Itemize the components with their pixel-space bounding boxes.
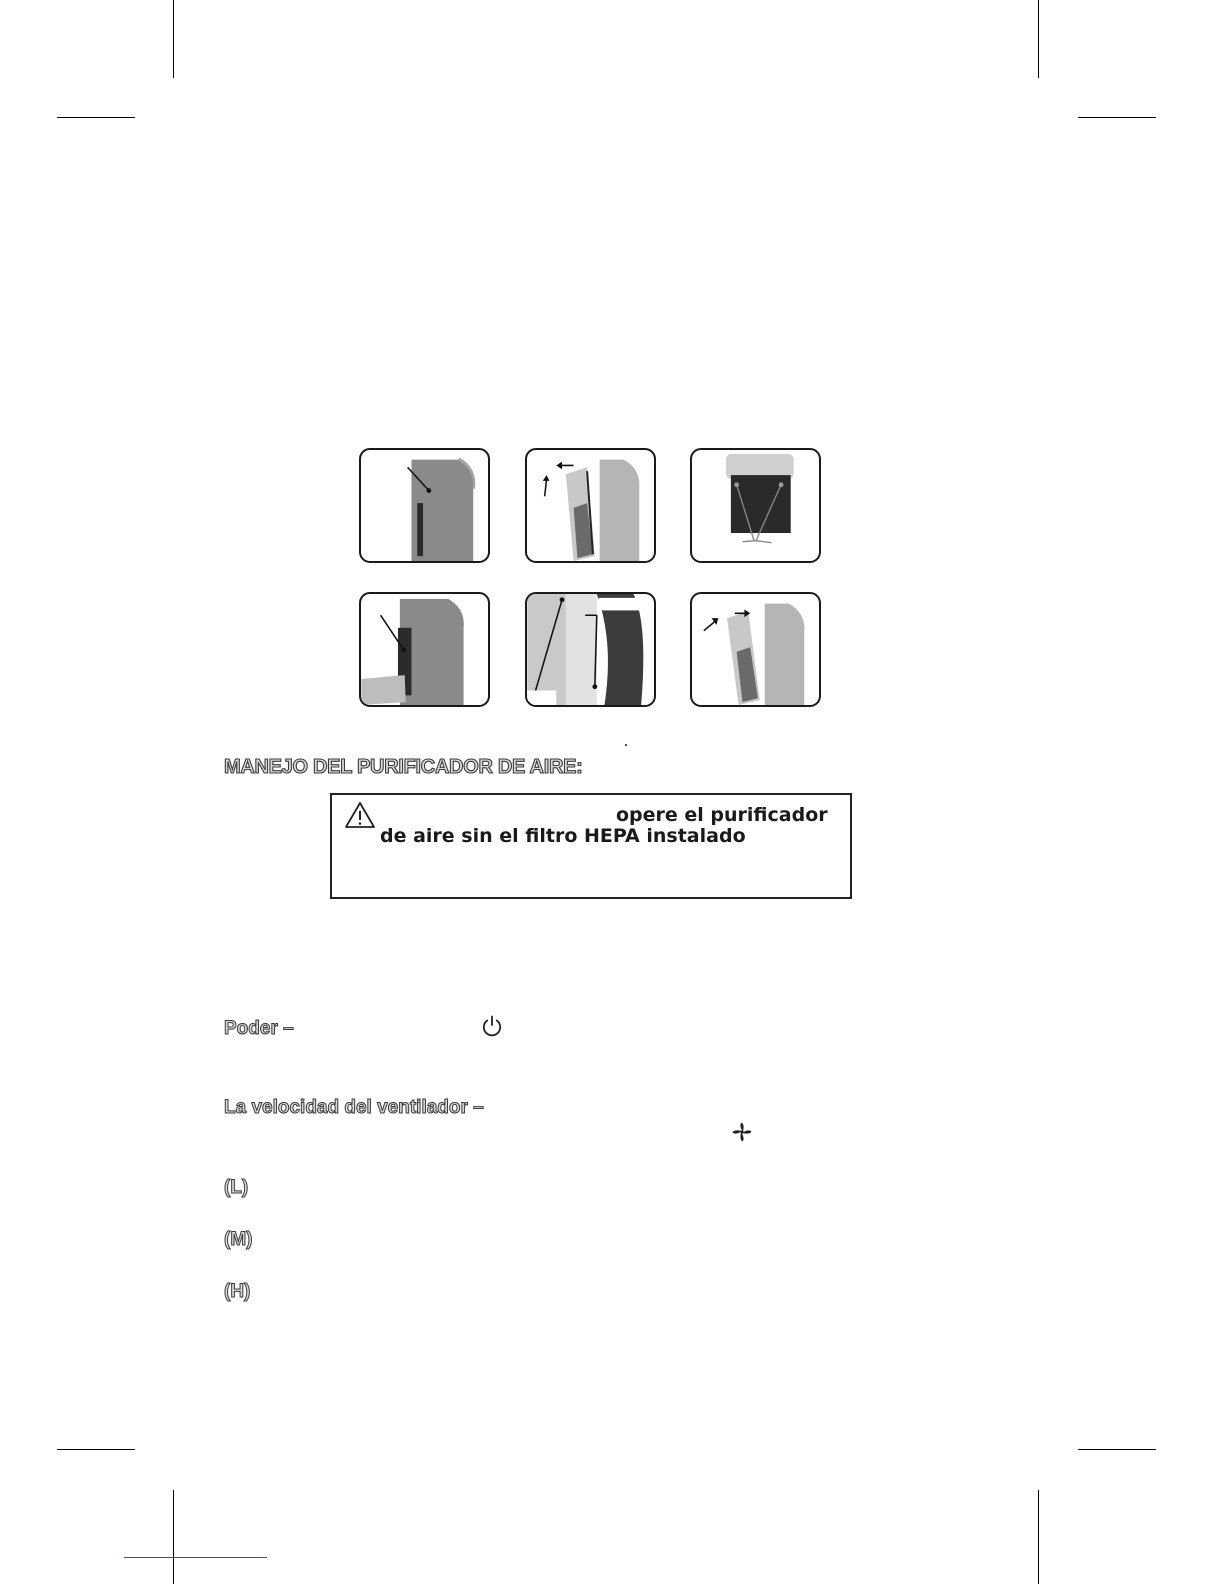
speed-medium-label: (M): [224, 1229, 253, 1250]
crop-mark-bottom-right: [1038, 1490, 1039, 1584]
section-title: MANEJO DEL PURIFICADOR DE AIRE:: [224, 756, 583, 778]
crop-mark-top-right-h: [1078, 117, 1156, 118]
crop-mark-top-left: [173, 0, 174, 78]
speed-high-label: (H): [224, 1281, 251, 1302]
crop-mark-bottom-left-h: [57, 1449, 135, 1450]
filter-step-2-image: [525, 448, 656, 563]
warning-text-line-1: opere el purificador: [616, 804, 828, 826]
crop-mark-top-left-h: [57, 117, 135, 118]
speed-low-label: (L): [224, 1177, 249, 1198]
filter-step-6-image: [690, 592, 821, 707]
filter-step-5-image: [525, 592, 656, 707]
crop-mark-top-right: [1038, 0, 1039, 78]
warning-text-line-2: de aire sin el filtro HEPA instalado: [380, 825, 746, 847]
power-icon: [481, 1014, 503, 1038]
crop-mark-bottom-right-h: [1078, 1449, 1156, 1450]
filter-step-1-image: [359, 448, 490, 563]
filter-step-4-image: [359, 592, 490, 707]
warning-triangle-icon: [344, 801, 376, 829]
crop-mark-bottom-left: [173, 1490, 174, 1584]
warning-box: [330, 793, 852, 899]
fan-speed-label: La velocidad del ventilador –: [224, 1097, 484, 1118]
footer-link-underline: [124, 1557, 267, 1558]
stray-mark: [625, 744, 627, 746]
power-label: Poder –: [224, 1018, 294, 1039]
fan-icon: [731, 1121, 753, 1143]
filter-step-3-image: [690, 448, 821, 563]
